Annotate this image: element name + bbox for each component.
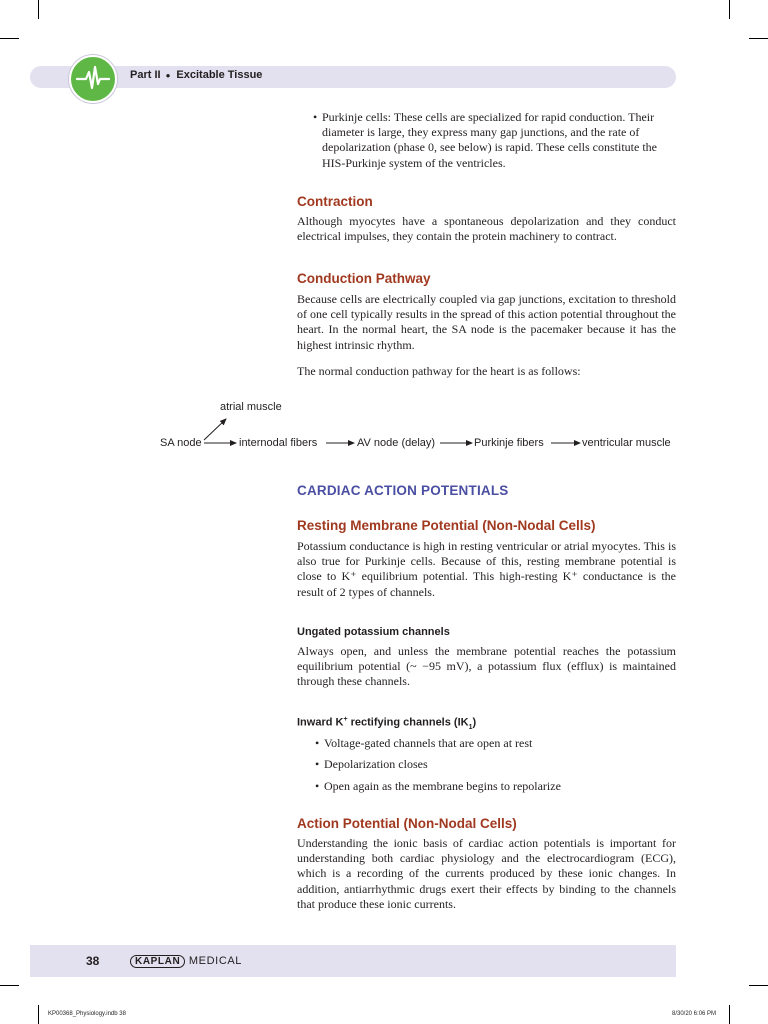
rmp-text: Potassium conductance is high in resting ventricular or atrial myocytes. This is also true for Purkinje cells. Because of this, resting membrane potential is close to K⁺ equilibrium potential. This high-resting K⁺ conductance is the result of 2 types of channels.	[297, 539, 676, 599]
node-internodal-fibers: internodal fibers	[239, 437, 318, 449]
node-av-node: AV node (delay)	[357, 437, 436, 449]
running-header-band	[30, 66, 676, 88]
slug-file: KP00368_Physiology.indb 38	[48, 1011, 126, 1017]
crop-mark	[0, 38, 19, 39]
node-sa-node: SA node	[160, 437, 202, 449]
section-heading-conduction: Conduction Pathway	[297, 271, 431, 286]
slug-stamp: 8/30/20 6:06 PM	[672, 1011, 717, 1017]
section-heading-action-potential: Action Potential (Non-Nodal Cells)	[297, 816, 517, 831]
crop-mark	[38, 1005, 39, 1024]
intro-bullet-text: Purkinje cells: These cells are specialized for rapid conduction. Their diameter is large, they express many gap junctions, and the rate of depolarization (phase 0, see below) is rapid. These cells constitute the HIS-Purkinje system of the ventricles.	[322, 110, 658, 170]
list-item	[315, 757, 674, 772]
crop-mark	[729, 0, 730, 19]
header-title: Excitable Tissue	[176, 69, 263, 81]
node-purkinje-fibers: Purkinje fibers	[474, 437, 544, 449]
running-header	[130, 69, 262, 81]
part-label: Part II	[130, 69, 161, 81]
conduction-text: Because cells are electrically coupled via gap junctions, excitation to threshold of one cell typically results in the spread of this action potential throughout the heart. In the normal heart, the SA node is the pacemaker because it has the highest intrinsic rhythm.	[297, 292, 676, 352]
crop-mark	[749, 985, 768, 986]
inward-item-1: Voltage-gated channels that are open at rest	[324, 736, 533, 750]
page-number: 38	[86, 954, 100, 968]
publisher-logo	[130, 955, 242, 967]
inward-item-2: Depolarization closes	[324, 757, 428, 771]
action-potential-text: Understanding the ionic basis of cardiac action potentials is important for understanding both cardiac physiology and the electrocardiogram (ECG), which is a recording of the currents produced by these ionic changes. In addition, antiarrhythmic drugs exert their effects by binding to the channels that produce these ionic currents.	[297, 836, 676, 911]
crop-mark	[729, 1005, 730, 1024]
bullet-marker: •	[313, 110, 318, 124]
list-item	[315, 736, 674, 751]
heartbeat-icon	[69, 55, 117, 103]
crop-mark	[749, 38, 768, 39]
section-heading-contraction: Contraction	[297, 194, 373, 209]
node-ventricular-muscle: ventricular muscle	[582, 437, 671, 449]
arrow-sa-to-atrial	[204, 419, 226, 440]
pathway-arrows	[0, 405, 768, 465]
ungated-text: Always open, and unless the membrane potential reaches the potassium equilibrium potential (~ −95 mV), a potassium flux (efflux) is maintained through these channels.	[297, 644, 676, 689]
publisher-brand: KAPLAN	[130, 955, 185, 968]
crop-mark	[38, 0, 39, 19]
bullet-marker: •	[315, 757, 320, 771]
list-item	[315, 779, 674, 794]
conduction-text-2: The normal conduction pathway for the heart is as follows:	[297, 364, 581, 378]
node-atrial-muscle: atrial muscle	[220, 401, 282, 413]
major-heading: CARDIAC ACTION POTENTIALS	[297, 483, 509, 498]
publisher-suffix: MEDICAL	[188, 955, 243, 967]
bullet-marker: •	[315, 736, 320, 750]
crop-mark	[0, 985, 19, 986]
subheading-ungated: Ungated potassium channels	[297, 626, 450, 638]
subheading-inward-rectifier: Inward K+ rectifying channels $(IK_1)$	[297, 716, 477, 731]
contraction-text: Although myocytes have a spontaneous depolarization and they conduct electrical impulses, they contain the protein machinery to contract.	[297, 214, 676, 244]
inward-item-3: Open again as the membrane begins to repolarize	[324, 779, 561, 793]
section-heading-rmp: Resting Membrane Potential (Non-Nodal Cells)	[297, 518, 596, 533]
bullet-marker: •	[315, 779, 320, 793]
footer-band	[30, 945, 676, 977]
list-item	[313, 110, 676, 171]
header-bullet: ●	[165, 71, 171, 80]
